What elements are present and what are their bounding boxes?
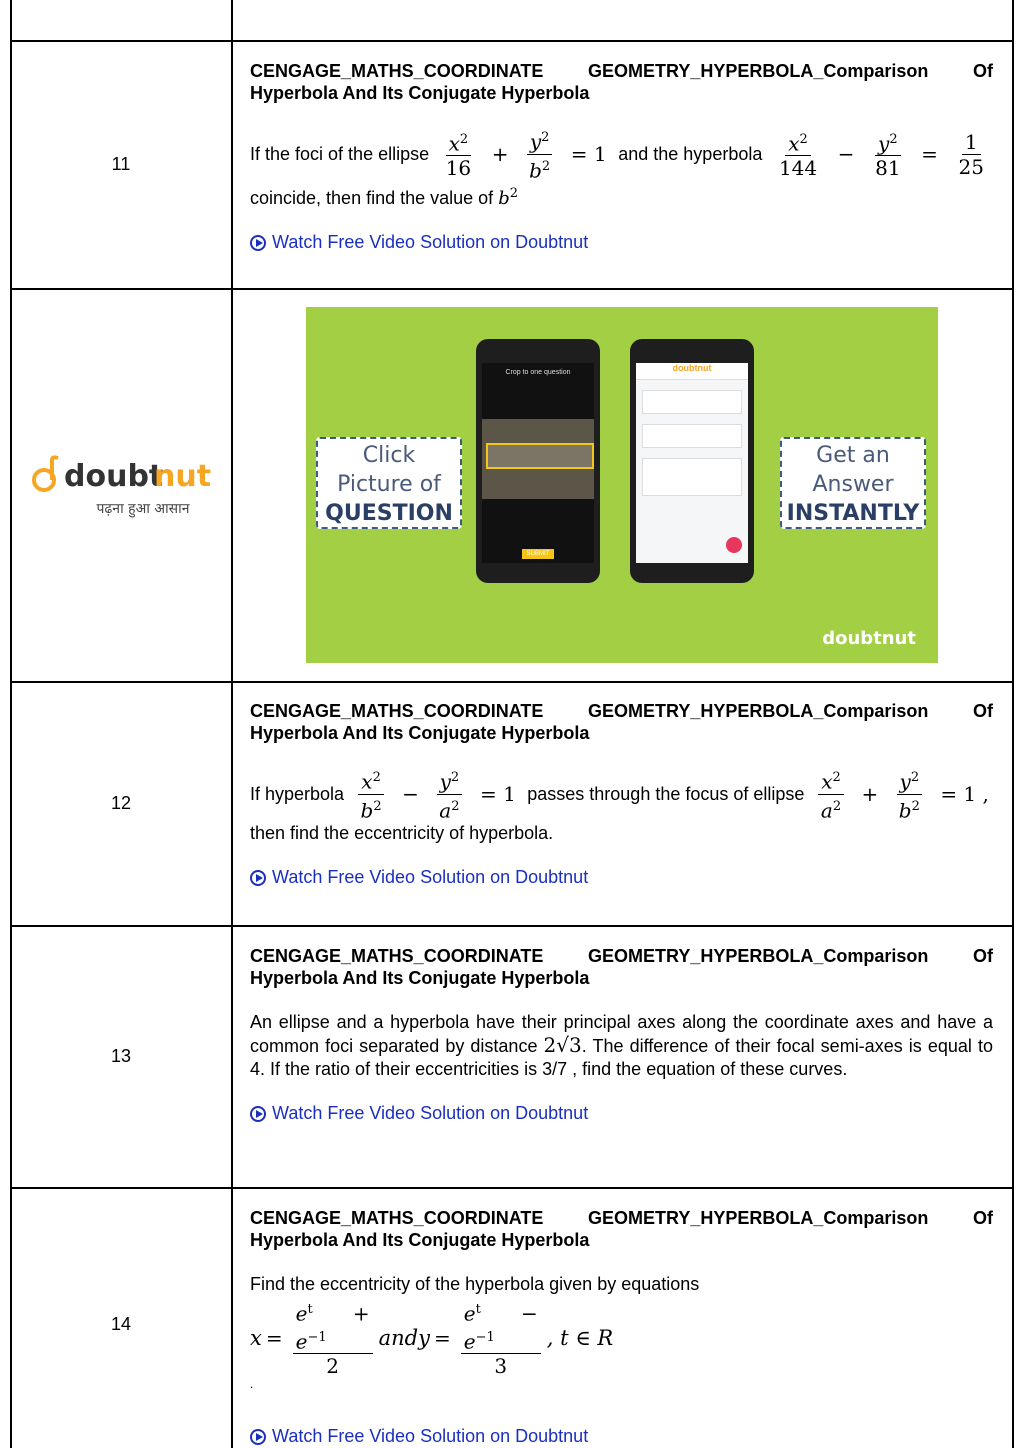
row-separator bbox=[10, 40, 1013, 42]
answer-item bbox=[642, 390, 742, 414]
answer-app-header: doubtnut bbox=[636, 363, 748, 380]
math-fraction: $\frac{y^2}{a^2}$ bbox=[436, 766, 462, 822]
doubtnut-logo-mark bbox=[28, 452, 218, 498]
question-text-part: If the foci of the ellipse bbox=[250, 143, 430, 164]
click-picture-card bbox=[316, 437, 462, 529]
card-line: Answer bbox=[812, 472, 894, 497]
answer-item bbox=[642, 424, 742, 448]
question-block-11 bbox=[250, 60, 993, 253]
table-border-left bbox=[10, 0, 12, 1448]
question-text-part: An ellipse and a hyperbola have their principal axes along the coordinate axes and have a common foci separated by distance bbox=[250, 1012, 993, 1056]
question-number: 14 bbox=[110, 1314, 132, 1334]
camera-fab-icon bbox=[726, 537, 742, 553]
get-answer-card bbox=[780, 437, 926, 529]
math-expression: 2√3 bbox=[543, 1033, 582, 1057]
question-text-part: . The difference of their focal semi-axes is equal to 4. If the ratio of their eccentricities is 3/7 , find the equation of these curves. bbox=[250, 1036, 993, 1079]
play-icon bbox=[250, 870, 266, 886]
question-text: Find the eccentricity of the hyperbola given by equations x = $\frac{e^t + e^{-1}}{2}$ andy = $\frac{e^t - e^{-1}}{3}$ , t ∈ R . bbox=[250, 1273, 993, 1390]
math-fraction: $\frac{1}{25}$ bbox=[958, 129, 984, 179]
banner-brand-logo: doubtnut bbox=[822, 628, 916, 649]
row-separator bbox=[10, 681, 1013, 683]
card-line: Click bbox=[362, 443, 416, 468]
question-text: If hyperbola $\frac{x^2}{b^2}$ − $\frac{y^2}{a^2}$ = 1 passes through the focus of ellipse $\frac{x^2}{a^2}$ + $\frac{y^2}{b^2}$ = 1 , then find the eccentricity of hyperbola. bbox=[250, 766, 993, 845]
question-text-part: passes through the focus of ellipse bbox=[527, 783, 805, 804]
watch-video-label: Watch Free Video Solution on Doubtnut bbox=[272, 232, 589, 253]
question-text-part: and the hyperbola bbox=[618, 143, 763, 164]
question-text-part: Find the eccentricity of the hyperbola given by equations bbox=[250, 1274, 700, 1294]
math-fraction: $\frac{x^2}{16}$ bbox=[443, 128, 474, 181]
answer-item bbox=[642, 458, 742, 496]
math-fraction: $\frac{y^2}{b^2}$ bbox=[896, 766, 923, 822]
question-text bbox=[250, 1011, 993, 1081]
crop-caption: Crop to one question bbox=[505, 369, 571, 376]
math-expression: x = $\frac{e^t + e^{-1}}{2}$ andy = $\frac{e^t - e^{-1}}{3}$ , t ∈ R bbox=[250, 1298, 993, 1378]
phone-answer-mockup bbox=[630, 339, 754, 583]
svg-text:nut: nut bbox=[154, 459, 212, 494]
question-number: 13 bbox=[110, 1046, 132, 1066]
math-fraction: $\frac{x^2}{144}$ bbox=[776, 128, 820, 181]
play-icon bbox=[250, 1429, 266, 1445]
watch-video-link[interactable] bbox=[250, 1103, 993, 1124]
question-title: CENGAGE_MATHS_COORDINATE GEOMETRY_HYPERBOLA_Comparison Of Hyperbola And Its Conjugate Hyperbola bbox=[250, 946, 993, 988]
question-title: CENGAGE_MATHS_COORDINATE GEOMETRY_HYPERBOLA_Comparison Of Hyperbola And Its Conjugate Hyperbola bbox=[250, 1208, 993, 1250]
question-block-13 bbox=[250, 945, 993, 1124]
watch-video-label: Watch Free Video Solution on Doubtnut bbox=[272, 1426, 589, 1447]
question-block-12 bbox=[250, 700, 993, 888]
watch-video-link[interactable] bbox=[250, 867, 993, 888]
row-separator bbox=[10, 925, 1013, 927]
svg-text:doubt: doubt bbox=[64, 459, 164, 494]
table-divider bbox=[231, 0, 233, 1448]
doubtnut-logo bbox=[28, 452, 218, 518]
math-fraction: $\frac{x^2}{a^2}$ bbox=[818, 766, 844, 822]
watch-video-link[interactable] bbox=[250, 232, 993, 253]
row-separator bbox=[10, 1187, 1013, 1189]
question-number: 12 bbox=[110, 793, 132, 813]
phone-crop-mockup bbox=[476, 339, 600, 583]
question-text-part: coincide, then find the value of bbox=[250, 188, 494, 209]
math-fraction: $\frac{y^2}{b^2}$ bbox=[526, 126, 553, 182]
promo-banner[interactable] bbox=[306, 307, 938, 663]
watch-video-label: Watch Free Video Solution on Doubtnut bbox=[272, 1103, 589, 1123]
question-title: CENGAGE_MATHS_COORDINATE GEOMETRY_HYPERBOLA_Comparison Of Hyperbola And Its Conjugate Hyperbola bbox=[250, 61, 993, 103]
question-block-14 bbox=[250, 1207, 993, 1447]
play-icon bbox=[250, 1106, 266, 1122]
watch-video-link[interactable] bbox=[250, 1426, 993, 1447]
question-title: CENGAGE_MATHS_COORDINATE GEOMETRY_HYPERBOLA_Comparison Of Hyperbola And Its Conjugate Hyperbola bbox=[250, 701, 993, 743]
table-border-right bbox=[1012, 0, 1014, 1448]
card-line: Picture of bbox=[337, 472, 441, 497]
play-icon bbox=[250, 235, 266, 251]
card-line: INSTANTLY bbox=[786, 501, 920, 526]
row-separator bbox=[10, 288, 1013, 290]
question-number: 11 bbox=[111, 154, 131, 174]
question-text-part: If hyperbola bbox=[250, 783, 345, 804]
watch-video-label: Watch Free Video Solution on Doubtnut bbox=[272, 867, 589, 888]
math-fraction: $\frac{y^2}{81}$ bbox=[872, 128, 903, 181]
question-text: If the foci of the ellipse $\frac{x^2}{16}$ + $\frac{y^2}{b^2}$ = 1 and the hyperbola $\frac{x^2}{144}$ − $\frac{y^2}{81}$ = $\frac{1}{25}$ coincide, then find the value of $b^2$ bbox=[250, 126, 993, 210]
math-fraction: $\frac{x^2}{b^2}$ bbox=[358, 766, 385, 822]
card-line: Get an bbox=[816, 443, 890, 468]
card-line: QUESTION bbox=[325, 501, 453, 526]
logo-tagline: पढ़ना हुआ आसान bbox=[96, 501, 190, 517]
crop-highlight bbox=[486, 443, 594, 469]
question-text-part: then find the eccentricity of hyperbola. bbox=[250, 823, 554, 844]
submit-button: SUBMIT bbox=[522, 549, 554, 559]
